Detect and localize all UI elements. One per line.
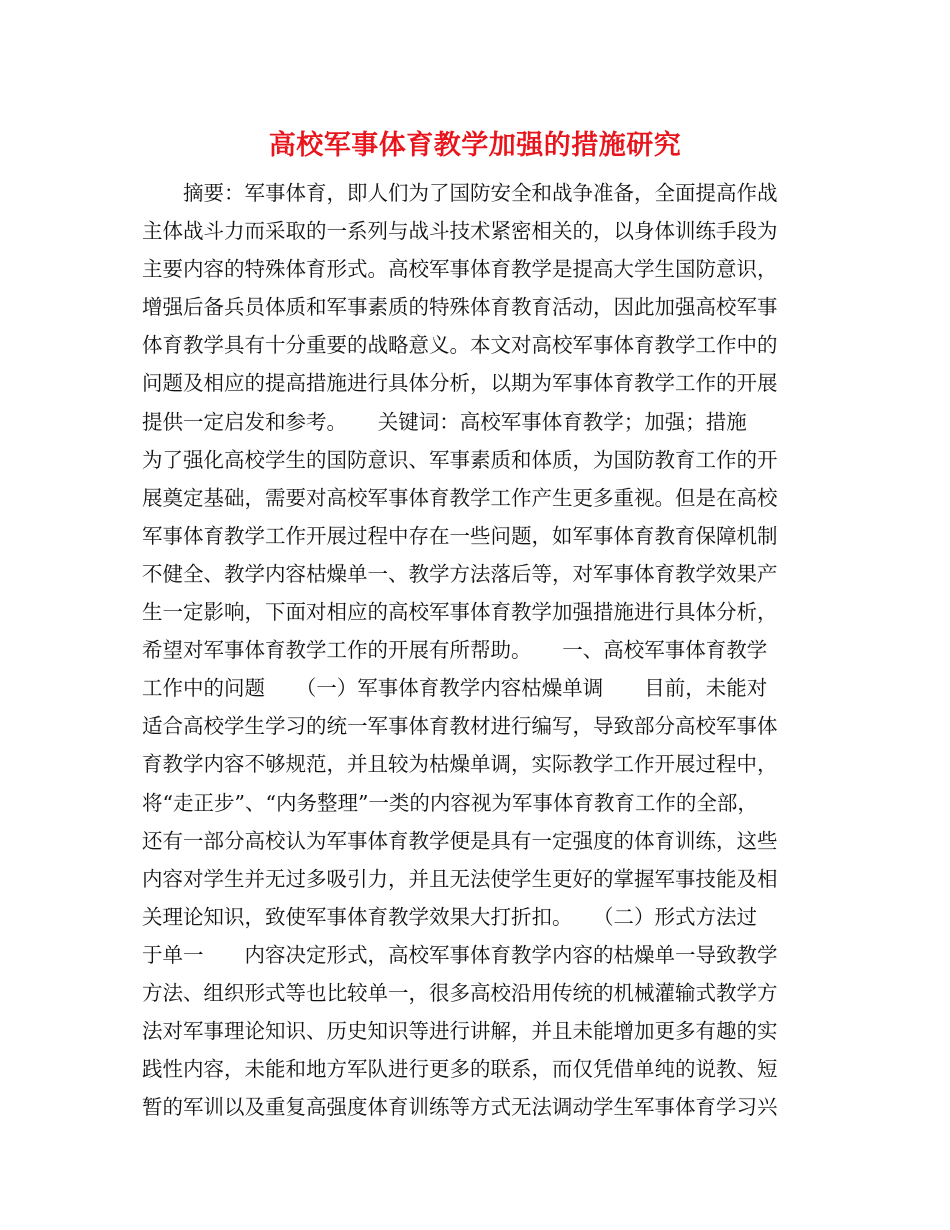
text-line: 提供一定启发和参考。 关键词：高校军事体育教学；加强；措施 xyxy=(142,409,747,434)
text-line: 希望对军事体育教学工作的开展有所帮助。 一、高校军事体育教学 xyxy=(142,638,768,663)
text-line: 不健全、教学内容枯燥单一、教学方法落后等，对军事体育教学效果产 xyxy=(142,561,778,586)
text-line: 关理论知识，致使军事体育教学效果大打折扣。 （二）形式方法过 xyxy=(142,904,757,929)
text-line: 展奠定基础，需要对高校军事体育教学工作产生更多重视。但是在高校 xyxy=(142,485,778,510)
text-line: 内容对学生并无过多吸引力，并且无法使学生更好的掌握军事技能及相 xyxy=(142,866,778,891)
text-line: 摘要：军事体育，即人们为了国防安全和战争准备，全面提高作战 xyxy=(142,181,778,205)
text-line: 适合高校学生学习的统一军事体育教材进行编写，导致部分高校军事体 xyxy=(142,714,778,739)
text-line: 于单一 内容决定形式，高校军事体育教学内容的枯燥单一导致教学 xyxy=(142,942,778,967)
text-line: 主要内容的特殊体育形式。高校军事体育教学是提高大学生国防意识， xyxy=(142,257,778,282)
text-line: 军事体育教学工作开展过程中存在一些问题，如军事体育教育保障机制 xyxy=(142,523,778,548)
text-line: 法对军事理论知识、历史知识等进行讲解，并且未能增加更多有趣的实 xyxy=(142,1019,778,1044)
text-line: 为了强化高校学生的国防意识、军事素质和体质，为国防教育工作的开 xyxy=(142,447,778,472)
text-line: 增强后备兵员体质和军事素质的特殊体育教育活动，因此加强高校军事 xyxy=(142,295,778,320)
document-title: 高校军事体育教学加强的措施研究 xyxy=(268,130,682,161)
text-line: 践性内容，未能和地方军队进行更多的联系，而仅凭借单纯的说教、短 xyxy=(142,1057,778,1082)
document-body xyxy=(142,174,832,1126)
text-line: 暂的军训以及重复高强度体育训练等方式无法调动学生军事体育学习兴 xyxy=(142,1095,778,1120)
text-line: 还有一部分高校认为军事体育教学便是具有一定强度的体育训练，这些 xyxy=(142,828,778,853)
text-line: 体育教学具有十分重要的战略意义。本文对高校军事体育教学工作中的 xyxy=(142,333,778,358)
text-line: 主体战斗力而采取的一系列与战斗技术紧密相关的，以身体训练手段为 xyxy=(142,219,778,244)
text-line: 问题及相应的提高措施进行具体分析，以期为军事体育教学工作的开展 xyxy=(142,371,778,396)
text-line: 工作中的问题 （一）军事体育教学内容枯燥单调 目前，未能对 xyxy=(142,676,768,701)
text-line: 将“走正步”、“内务整理”一类的内容视为军事体育教育工作的全部， xyxy=(142,790,758,815)
text-line: 方法、组织形式等也比较单一，很多高校沿用传统的机械灌输式教学方 xyxy=(142,980,778,1005)
text-line: 育教学内容不够规范，并且较为枯燥单调，实际教学工作开展过程中， xyxy=(142,752,778,777)
text-line: 生一定影响，下面对相应的高校军事体育教学加强措施进行具体分析， xyxy=(142,600,778,625)
